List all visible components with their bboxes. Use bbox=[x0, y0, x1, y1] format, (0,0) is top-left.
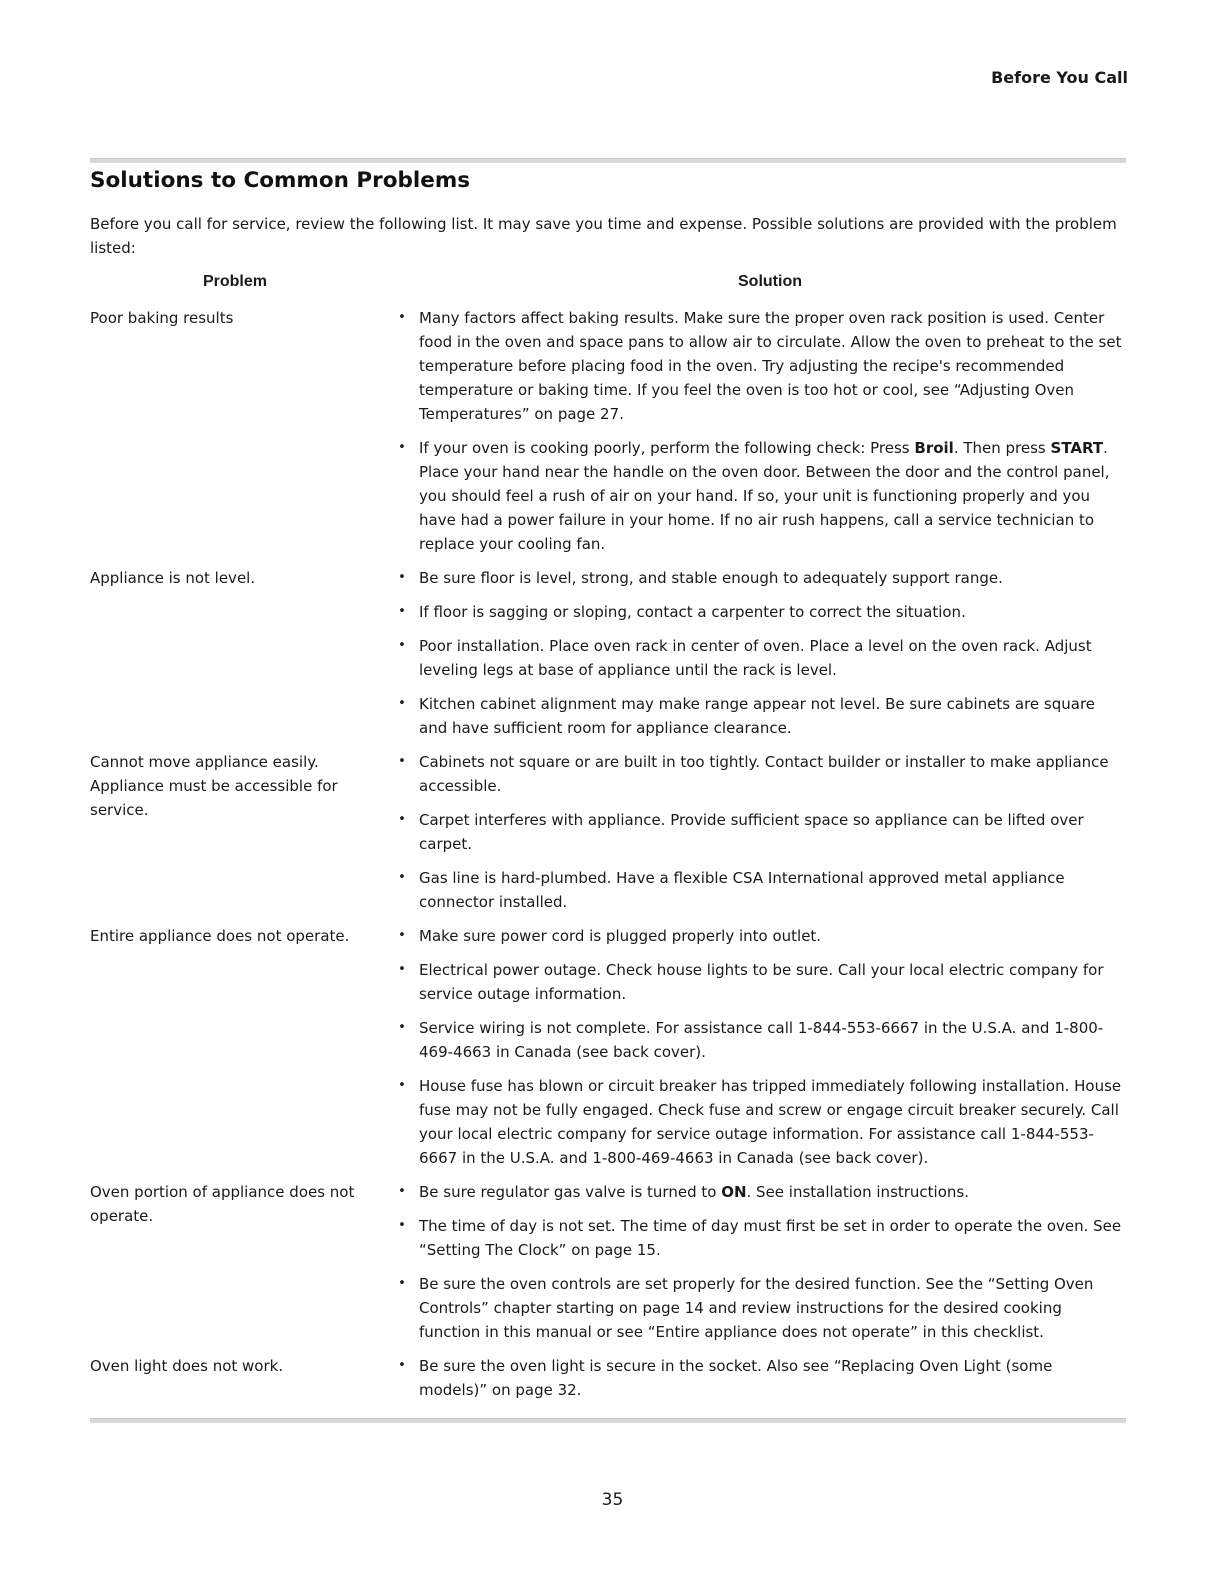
solution-item bbox=[385, 958, 1130, 1006]
solution-item bbox=[385, 924, 1130, 948]
bullet-icon: • bbox=[398, 604, 406, 619]
emphasis-text: START bbox=[1050, 439, 1104, 457]
table-row bbox=[90, 750, 1130, 924]
solution-column-header: Solution bbox=[738, 273, 802, 290]
bullet-icon: • bbox=[398, 696, 406, 711]
problem-text: Oven portion of appliance does not operate. bbox=[90, 1183, 355, 1225]
table-row bbox=[90, 1354, 1130, 1412]
page-number: 35 bbox=[601, 1490, 624, 1510]
solution-text: House fuse has blown or circuit breaker has tripped immediately following installation. House fuse may not be fully engaged. Check fuse and screw or engage circuit breaker securely. Call your local electric company for service outage information. For assistance call 1-844-553-6667 in the U.S.A. and 1-800-469-4663 in Canada (see back cover). bbox=[419, 1077, 1122, 1167]
solution-text: Make sure power cord is plugged properly into outlet. bbox=[419, 927, 822, 945]
bullet-icon: • bbox=[398, 638, 406, 653]
bullet-icon: • bbox=[398, 812, 406, 827]
solution-list bbox=[385, 1354, 1130, 1412]
emphasis-text: ON bbox=[721, 1183, 747, 1201]
problem-column-header: Problem bbox=[202, 273, 267, 290]
bullet-icon: • bbox=[398, 1020, 406, 1035]
problem-text: Poor baking results bbox=[90, 309, 234, 327]
problem-text: Appliance is not level. bbox=[90, 569, 256, 587]
bullet-icon: • bbox=[398, 754, 406, 769]
table-row bbox=[90, 1180, 1130, 1354]
table-row bbox=[90, 566, 1130, 750]
solution-text: Electrical power outage. Check house lights to be sure. Call your local electric company for service outage information. bbox=[419, 961, 1104, 1003]
solution-item bbox=[385, 750, 1130, 798]
bottom-rule bbox=[90, 1418, 1126, 1423]
solution-item bbox=[385, 436, 1130, 556]
problem-text: Entire appliance does not operate. bbox=[90, 927, 350, 945]
bullet-icon: • bbox=[398, 570, 406, 585]
troubleshooting-table bbox=[90, 306, 1130, 1412]
bullet-icon: • bbox=[398, 310, 406, 325]
running-head: Before You Call bbox=[991, 68, 1128, 87]
problem-text: Oven light does not work. bbox=[90, 1357, 284, 1375]
bullet-icon: • bbox=[398, 440, 406, 455]
bullet-icon: • bbox=[398, 962, 406, 977]
solution-list bbox=[385, 1180, 1130, 1354]
solution-item bbox=[385, 600, 1130, 624]
solution-item bbox=[385, 1214, 1130, 1262]
solution-item bbox=[385, 808, 1130, 856]
solution-item bbox=[385, 866, 1130, 914]
solution-item bbox=[385, 566, 1130, 590]
bullet-icon: • bbox=[398, 1184, 406, 1199]
solution-text: Be sure regulator gas valve is turned to ON. See installation instructions. bbox=[419, 1183, 969, 1201]
solution-list bbox=[385, 306, 1130, 566]
solution-item bbox=[385, 634, 1130, 682]
solution-text: Carpet interferes with appliance. Provide sufficient space so appliance can be lifted over carpet. bbox=[419, 811, 1084, 853]
bullet-icon: • bbox=[398, 1218, 406, 1233]
solution-text: If your oven is cooking poorly, perform the following check: Press Broil. Then press START. Place your hand near the handle on the oven door. Between the door and the control panel, you should feel a rush of air on your hand. If so, your unit is functioning properly and you have had a power failure in your home. If no air rush happens, call a service technician to replace your cooling fan. bbox=[419, 439, 1110, 553]
solution-text: Be sure the oven light is secure in the socket. Also see “Replacing Oven Light (some models)” on page 32. bbox=[419, 1357, 1053, 1399]
solution-item bbox=[385, 1354, 1130, 1402]
table-row bbox=[90, 306, 1130, 566]
section-title: Solutions to Common Problems bbox=[90, 168, 471, 193]
solution-text: Kitchen cabinet alignment may make range appear not level. Be sure cabinets are square and have sufficient room for appliance clearance. bbox=[419, 695, 1096, 737]
solution-list bbox=[385, 750, 1130, 924]
bullet-icon: • bbox=[398, 928, 406, 943]
solution-text: Gas line is hard-plumbed. Have a flexible CSA International approved metal appliance connector installed. bbox=[419, 869, 1065, 911]
solution-item bbox=[385, 1016, 1130, 1064]
bullet-icon: • bbox=[398, 1078, 406, 1093]
solution-text: The time of day is not set. The time of day must first be set in order to operate the oven. See “Setting The Clock” on page 15. bbox=[419, 1217, 1122, 1259]
solution-text: Be sure the oven controls are set properly for the desired function. See the “Setting Oven Controls” chapter starting on page 14 and review instructions for the desired cooking function in this manual or see “Entire appliance does not operate” in this checklist. bbox=[419, 1275, 1094, 1341]
solution-text: Service wiring is not complete. For assistance call 1-844-553-6667 in the U.S.A. and 1-800-469-4663 in Canada (see back cover). bbox=[419, 1019, 1104, 1061]
solution-text: If floor is sagging or sloping, contact a carpenter to correct the situation. bbox=[419, 603, 966, 621]
solution-text: Many factors affect baking results. Make sure the proper oven rack position is used. Center food in the oven and space pans to allow air to circulate. Allow the oven to preheat to the set temperature before placing food in the oven. Try adjusting the recipe's recommended temperature or baking time. If you feel the oven is too hot or cool, see “Adjusting Oven Temperatures” on page 27. bbox=[419, 309, 1122, 423]
emphasis-text: Broil bbox=[914, 439, 954, 457]
bullet-icon: • bbox=[398, 1358, 406, 1373]
bullet-icon: • bbox=[398, 870, 406, 885]
top-rule bbox=[90, 158, 1126, 163]
solution-item bbox=[385, 1180, 1130, 1204]
solution-item bbox=[385, 306, 1130, 426]
solution-list bbox=[385, 566, 1130, 750]
solution-item bbox=[385, 692, 1130, 740]
solution-text: Be sure floor is level, strong, and stable enough to adequately support range. bbox=[419, 569, 1003, 587]
bullet-icon: • bbox=[398, 1276, 406, 1291]
solution-item bbox=[385, 1074, 1130, 1170]
problem-text: Cannot move appliance easily. Appliance must be accessible for service. bbox=[90, 753, 338, 819]
solution-list bbox=[385, 924, 1130, 1180]
intro-paragraph: Before you call for service, review the following list. It may save you time and expense. Possible solutions are provided with the problem listed: bbox=[90, 215, 1117, 257]
solution-item bbox=[385, 1272, 1130, 1344]
solution-text: Cabinets not square or are built in too tightly. Contact builder or installer to make appliance accessible. bbox=[419, 753, 1109, 795]
solution-text: Poor installation. Place oven rack in center of oven. Place a level on the oven rack. Adjust leveling legs at base of appliance until the rack is level. bbox=[419, 637, 1092, 679]
table-row bbox=[90, 924, 1130, 1180]
